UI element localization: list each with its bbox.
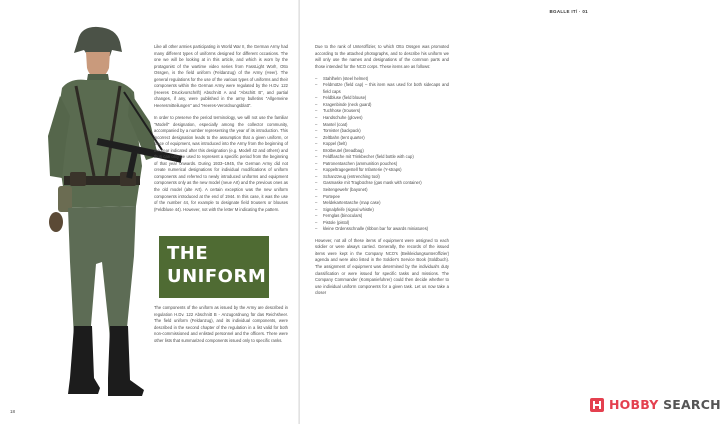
list-item: – Feldmütze (field cap) – this item was used for both sidecaps and field caps <box>315 82 449 95</box>
list-item: – Feldbluse (field blouse) <box>315 95 449 102</box>
left-page <box>0 0 300 424</box>
list-item: – Mantel (coat) <box>315 122 449 129</box>
paragraph: In order to preserve the period terminology, we will not use the familiar "Modell" designation, especially among the collector community, accompanied by a number representing the year of its introduction. This incorrect designation leads to the assumption that a given uniform, or piece of equipment, was introduced into the Army from the beginning of the year indicated after this designation (e.g. Modell 42 and others) and thus can only be used to represent a specific period from the beginning of that year onwards. During 1933–1945, the German Army did not create numerical designations for individual modifications of uniform components and referred to newly introduced uniforms and equipment components only as the new model (neue Art) and the previous ones as the old model (alte Art). A certain exception was the new uniform components introduced at the end of 1944. In this case, it was the use of the number 44, for example to designate field trousers or blouses (Feldbluse 44). However, not with the letter M indicating the pattern. <box>154 114 288 212</box>
list-item: – Tuchhose (trousers) <box>315 108 449 115</box>
paragraph: Like all other armies participating in World War II, the German Army had many different types of uniforms designed for different occasions. The one we will be looking at in this article, and which is worn by the protagonist of the wartime video series from FassLight Worl!, Otto Ossgen, is the field uniform (Feldanzug) of the Army (Heer). The general regulations for the use of the various types of uniforms and their components within the German Army were regulated by the H.Dv. 122 (Heeres Druckvorschrift) Abschnitt A and "Abschitt B", and partial changes, if any, were published in the army bulletins "Allgemeine Heeresmitteilungen" and "Heeres-Verordnungsblatt". <box>154 44 288 108</box>
title-line-2: UNIFORM <box>167 266 267 287</box>
list-item: – Tornister (backpack) <box>315 128 449 135</box>
watermark-word-search: SEARCH <box>663 397 721 412</box>
page-number-left: 18 <box>10 409 16 414</box>
running-head: BGALLE IT/ · 01 <box>549 9 588 14</box>
paragraph-intro: Due to the rank of Unteroffizier, to which Otto Ossgen was promoted according to the attached photographs, and to describe his uniform we will only use the names and designations of the common parts and those intended for the NCO corps. These items are as follows: <box>315 44 449 69</box>
paragraph: The components of the uniform as issued by the Army are described in regulation H.Dv. 122 Abschnitt B - Anzugordnung für das Reichsheer. The field uniform (Feldanzug), and its individual components, were described in the second chapter of the regulation in a list valid for both non-commissioned and enlisted personnel and the officers. There were other lists that summarized components issued only to specific ranks. <box>154 305 288 343</box>
uniform-items-list <box>315 76 449 233</box>
list-item: – Signalpfeife (signal whistle) <box>315 207 449 214</box>
hobby-search-logo-icon <box>590 398 604 412</box>
article-column-1-continued <box>154 305 288 350</box>
list-item: – Kragenbinde (neck guard) <box>315 102 449 109</box>
list-item: – Handschuhe (gloves) <box>315 115 449 122</box>
list-item: – Koppeltragegestell für Infanterie (Y-straps) <box>315 167 449 174</box>
list-item: – Stahlhelm (steel helmet) <box>315 76 449 83</box>
paragraph-closing: However, not all of these items of equipment were assigned to each soldier or were always carried. Generally, the records of the issued items were kept in the Company NCO's (Beikleidungsunteroffizier) agenda and were also listed in the Soldier's Service Book (Soldbuch). The assignment of equipment was determined by the individual's duty classification or were issued for specific tasks and missions. The Company Commander (Kompaniefuhrer) could then decide whether to use individual uniform components for a given task. Let us now take a closer <box>315 237 449 296</box>
list-item: – Seitengewehr (bayonet) <box>315 187 449 194</box>
list-item: – Zeltbahn (tent quarter) <box>315 135 449 142</box>
list-item: – Gasmaske mit Tragbüchse (gas mask with container) <box>315 180 449 187</box>
list-item: – Portepee <box>315 194 449 201</box>
article-column-1 <box>154 44 288 219</box>
list-item: – Feldflasche mit Trinkbecher (field bottle with cup) <box>315 154 449 161</box>
watermark-text <box>609 397 721 413</box>
list-item: – Koppel (belt) <box>315 141 449 148</box>
uniform-title-box <box>159 236 269 298</box>
list-item: – kleine Ordensschnalle (ribbon bar for awards miniatures) <box>315 226 449 233</box>
list-item: – Patronentaschen (ammunition pouches) <box>315 161 449 168</box>
article-column-2 <box>315 44 449 302</box>
list-item: – Schanzzeug (entrenching tool) <box>315 174 449 181</box>
list-item: – Pistole (pistol) <box>315 220 449 227</box>
list-item: – Fernglas (binoculars) <box>315 213 449 220</box>
list-item: – Brotbeutel (breadbag) <box>315 148 449 155</box>
title-line-1: THE <box>167 243 209 264</box>
list-item: – Meldekartentasche (map case) <box>315 200 449 207</box>
watermark-word-hobby: HOBBY <box>609 397 659 412</box>
